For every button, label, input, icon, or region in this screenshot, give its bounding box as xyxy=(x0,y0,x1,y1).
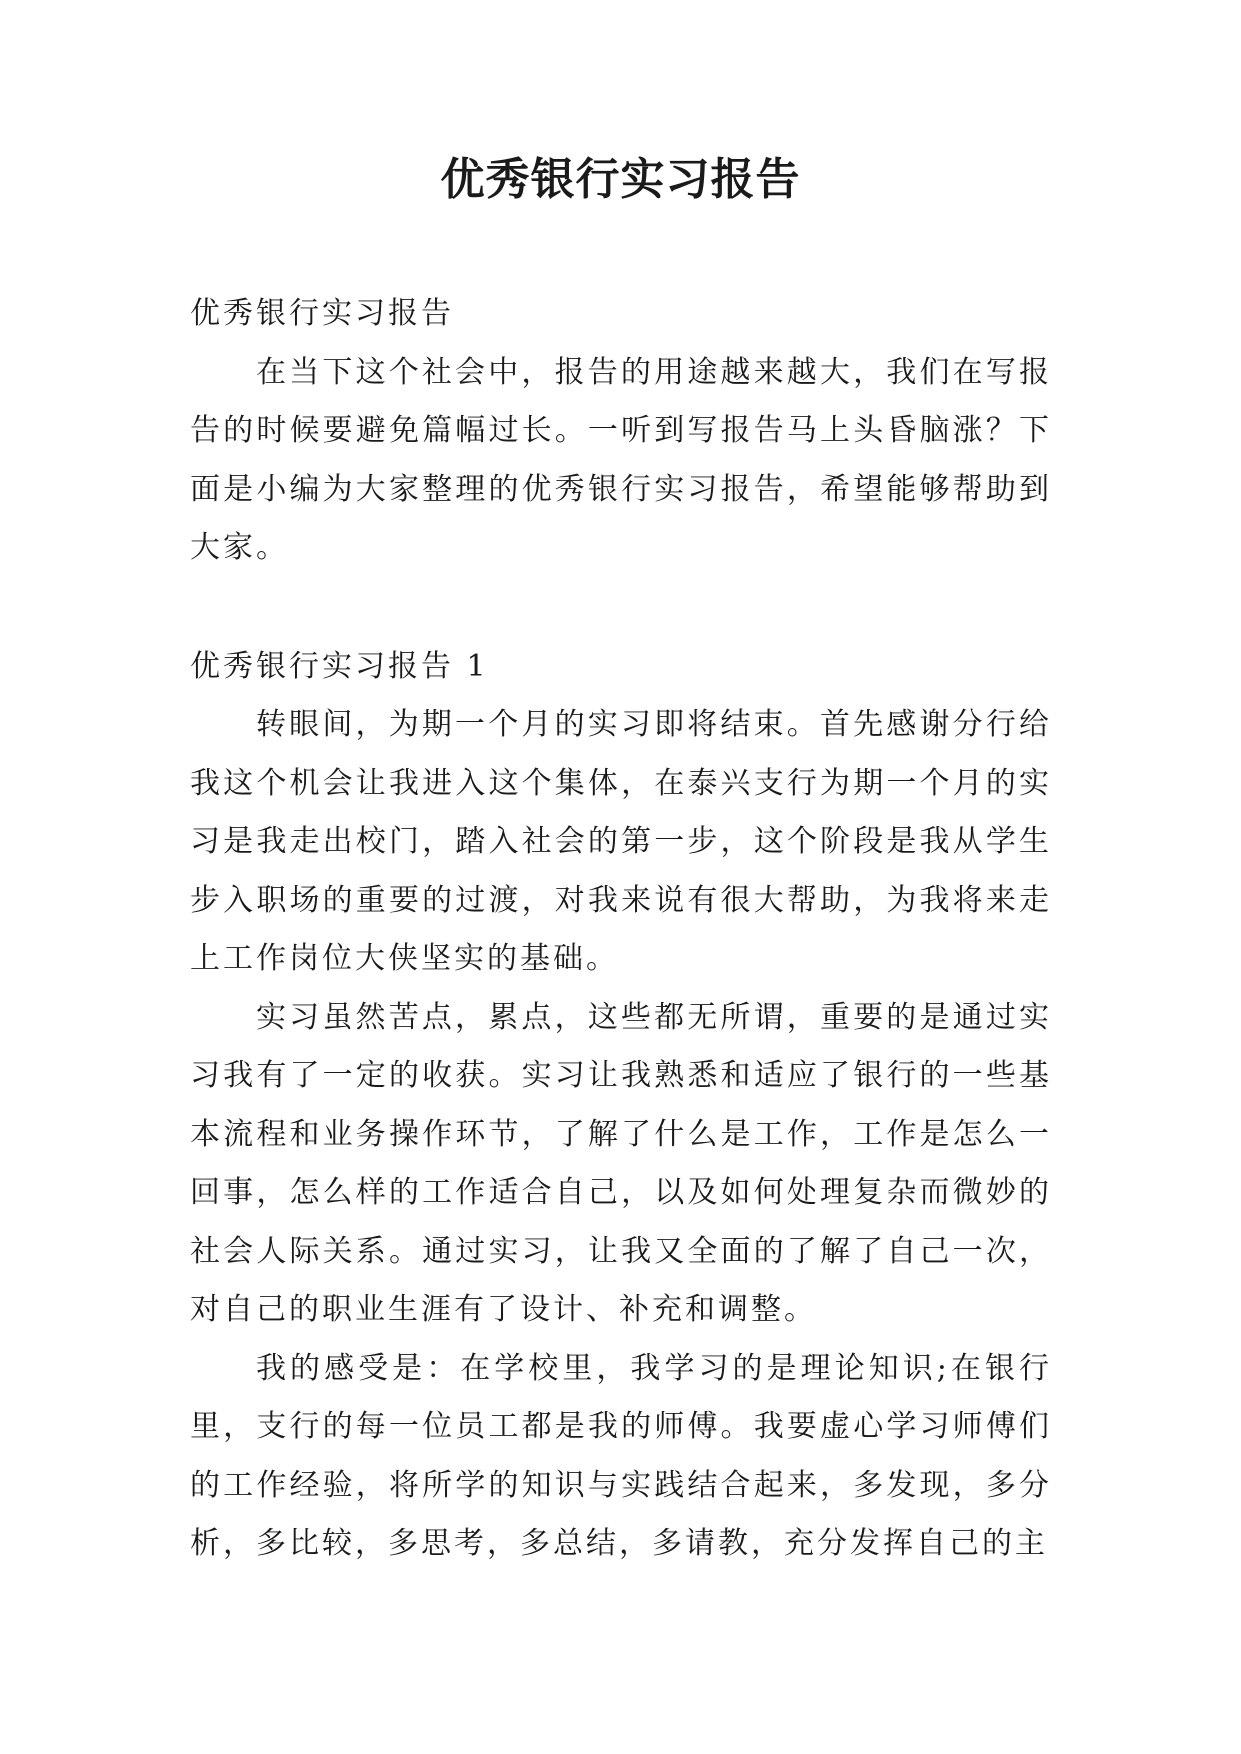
section-heading: 优秀银行实习报告 1 xyxy=(190,648,489,684)
document-body xyxy=(190,285,1052,1574)
section-spacer xyxy=(190,578,1052,638)
document-title: 优秀银行实习报告 xyxy=(440,154,801,205)
body-paragraph: 实习虽然苦点，累点，这些都无所谓，重要的是通过实习我有了一定的收获。实习让我熟悉和适应了银行的一些基本流程和业务操作环节，了解了什么是工作，工作是怎么一回事，怎么样的工作适合自己，以及如何处理复杂而微妙的社会人际关系。通过实习，让我又全面的了解了自己一次，对自己的职业生涯有了设计、补充和调整。 xyxy=(190,999,1052,1327)
body-paragraph: 转眼间，为期一个月的实习即将结束。首先感谢分行给我这个机会让我进入这个集体，在泰兴支行为期一个月的实习是我走出校门，踏入社会的第一步，这个阶段是我从学生步入职场的重要的过渡，对我来说有很大帮助，为我将来走上工作岗位大侠坚实的基础。 xyxy=(190,707,1052,976)
intro-paragraph: 在当下这个社会中，报告的用途越来越大，我们在写报告的时候要避免篇幅过长。一听到写报告马上头昏脑涨？下面是小编为大家整理的优秀银行实习报告，希望能够帮助到大家。 xyxy=(190,354,1052,565)
body-paragraph: 我的感受是：在学校里，我学习的是理论知识;在银行里，支行的每一位员工都是我的师傅。我要虚心学习师傅们的工作经验，将所学的知识与实践结合起来，多发现，多分析，多比较，多思考，多总结，多请教，充分发挥自己的主 xyxy=(190,1350,1052,1561)
document-subtitle: 优秀银行实习报告 xyxy=(190,296,454,331)
